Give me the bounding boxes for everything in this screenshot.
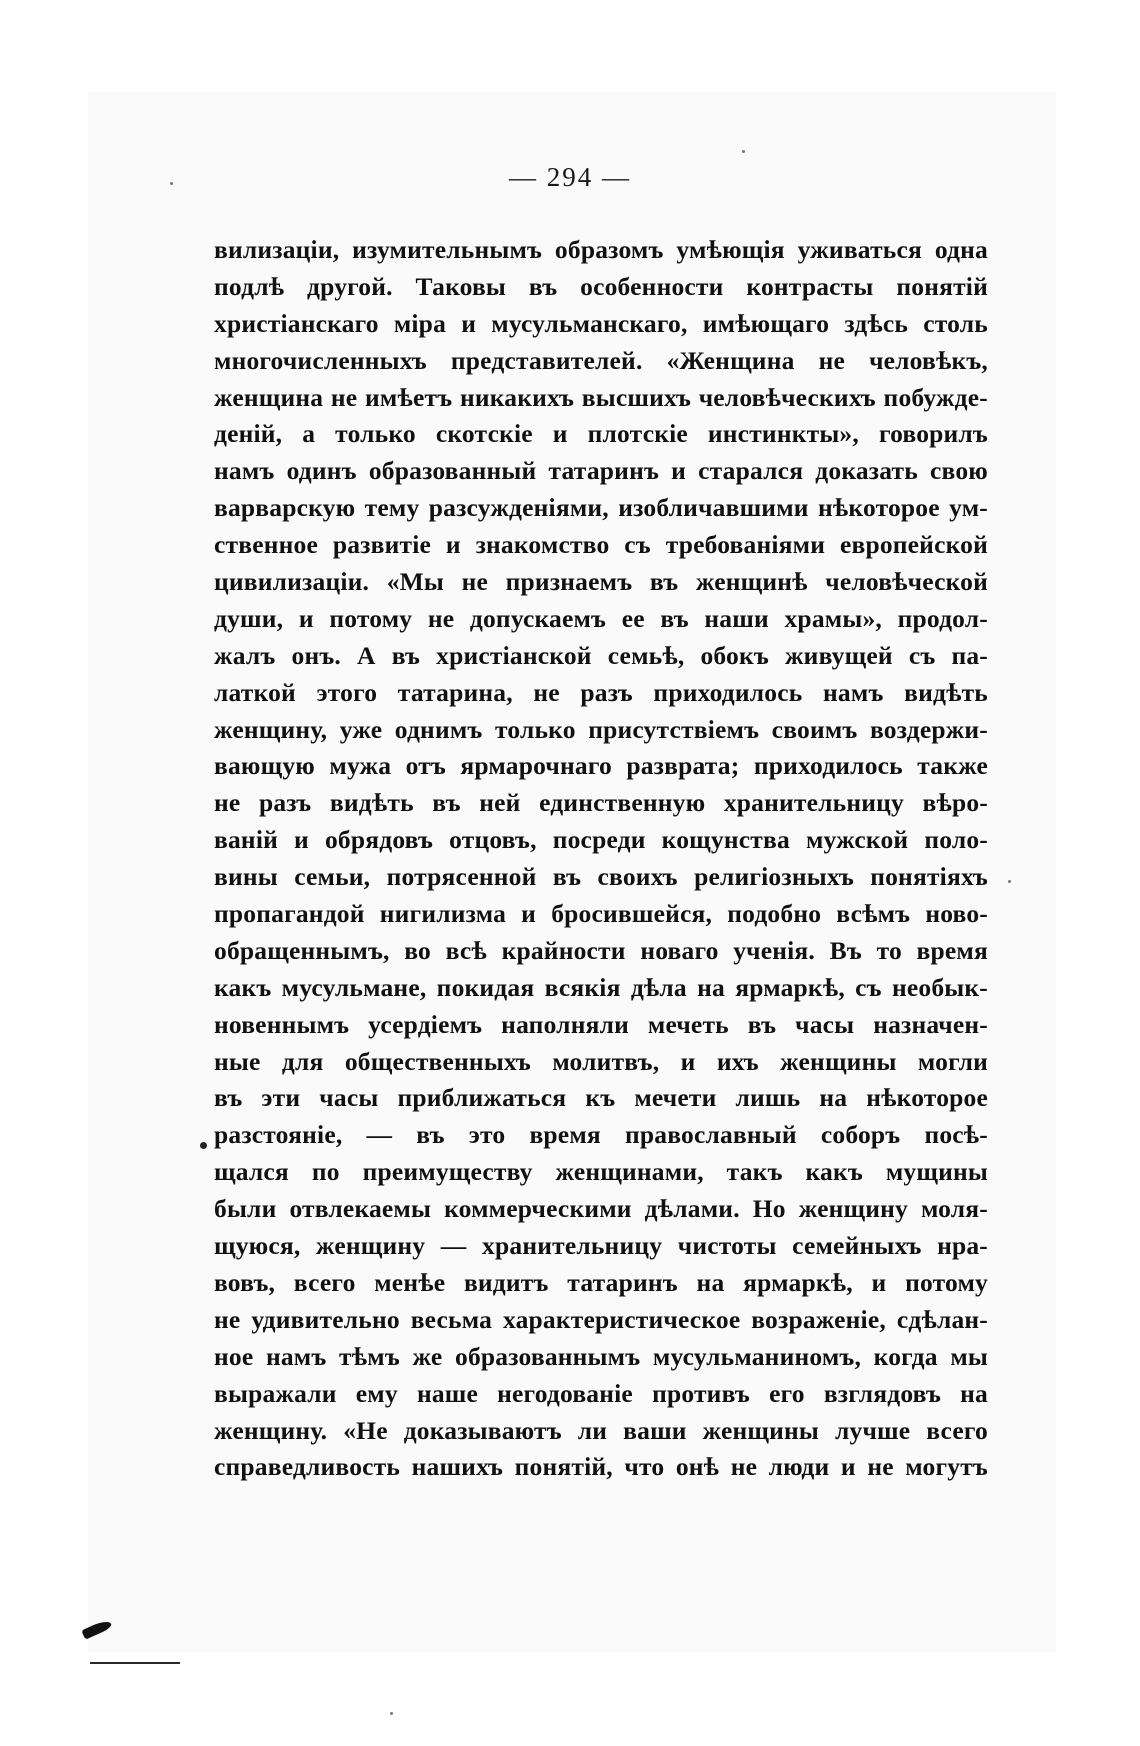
text-line: обращеннымъ, во всѣ крайности новаго ученія. Въ то время bbox=[214, 935, 988, 965]
text-line: вающую мужа отъ ярмарочнаго разврата; приходилось также bbox=[214, 751, 988, 781]
text-line: варварскую тему разсужденіями, изобличавшими нѣкоторое ум- bbox=[214, 493, 988, 523]
text-line: подлѣ другой. Таковы въ особенности контрасты понятій bbox=[214, 271, 988, 301]
text-line: новеннымъ усердіемъ наполняли мечеть въ часы назначен- bbox=[214, 1009, 988, 1039]
text-line: выражали ему наше негодованіе противъ его взглядовъ на bbox=[214, 1378, 988, 1408]
text-line: вовъ, всего менѣе видитъ татаринъ на ярмаркѣ, и потому bbox=[214, 1267, 988, 1297]
text-line: женщину. «Не доказываютъ ли ваши женщины лучше всего bbox=[214, 1415, 988, 1445]
text-line: намъ одинъ образованный татаринъ и старался доказать свою bbox=[214, 456, 988, 486]
text-line: разстояніе, — въ это время православный соборъ посѣ- bbox=[214, 1120, 988, 1150]
scan-speck bbox=[170, 182, 173, 185]
text-line: души, и потому не допускаемъ ее въ наши храмы», продол- bbox=[214, 603, 988, 633]
text-line: какъ мусульмане, покидая всякія дѣла на ярмаркѣ, съ необык- bbox=[214, 972, 988, 1002]
scan-speck bbox=[390, 1712, 393, 1715]
text-line: христіанскаго міра и мусульманскаго, имѣющаго здѣсь столь bbox=[214, 308, 988, 338]
margin-bullet-mark bbox=[200, 1142, 207, 1149]
text-line: женщина не имѣетъ никакихъ высшихъ человѣческихъ побужде- bbox=[214, 382, 988, 412]
text-line: цивилизаціи. «Мы не признаемъ въ женщинѣ человѣческой bbox=[214, 567, 988, 597]
text-line: женщину, уже однимъ только присутствіемъ своимъ воздержи- bbox=[214, 714, 988, 744]
text-line: жалъ онъ. А въ христіанской семьѣ, обокъ живущей съ па- bbox=[214, 640, 988, 670]
text-line: латкой этого татарина, не разъ приходилось намъ видѣть bbox=[214, 677, 988, 707]
text-line: ваній и обрядовъ отцовъ, посреди кощунства мужской поло- bbox=[214, 825, 988, 855]
text-line: ные для общественныхъ молитвъ, и ихъ женщины могли bbox=[214, 1046, 988, 1076]
text-line: щуюся, женщину — хранительницу чистоты семейныхъ нра- bbox=[214, 1231, 988, 1261]
text-line: деній, а только скотскіе и плотскіе инстинкты», говорилъ bbox=[214, 419, 988, 449]
text-line: ное намъ тѣмъ же образованнымъ мусульманиномъ, когда мы bbox=[214, 1341, 988, 1371]
body-text bbox=[214, 232, 988, 1486]
text-line: въ эти часы приближаться къ мечети лишь на нѣкоторое bbox=[214, 1083, 988, 1113]
text-line: не удивительно весьма характеристическое возраженіе, сдѣлан- bbox=[214, 1304, 988, 1334]
text-line: ственное развитіе и знакомство съ требованіями европейской bbox=[214, 530, 988, 560]
scan-speck bbox=[1008, 880, 1011, 883]
text-line: не разъ видѣть въ ней единственную хранительницу вѣро- bbox=[214, 788, 988, 818]
footer-rule-line bbox=[90, 1662, 180, 1664]
text-line: щался по преимуществу женщинами, такъ какъ мущины bbox=[214, 1157, 988, 1187]
text-line: пропагандой нигилизма и бросившейся, подобно всѣмъ ново- bbox=[214, 899, 988, 929]
scan-speck bbox=[742, 150, 745, 153]
text-line: многочисленныхъ представителей. «Женщина не человѣкъ, bbox=[214, 345, 988, 375]
text-line: справедливость нашихъ понятій, что онѣ не люди и не могутъ bbox=[214, 1452, 988, 1482]
text-line: вилизаціи, изумительнымъ образомъ умѣющія уживаться одна bbox=[214, 235, 988, 264]
page-number: — 294 — bbox=[509, 162, 631, 192]
text-line: были отвлекаемы коммерческими дѣлами. Но женщину моля- bbox=[214, 1194, 988, 1224]
text-line: вины семьи, потрясенной въ своихъ религіозныхъ понятіяхъ bbox=[214, 862, 988, 892]
